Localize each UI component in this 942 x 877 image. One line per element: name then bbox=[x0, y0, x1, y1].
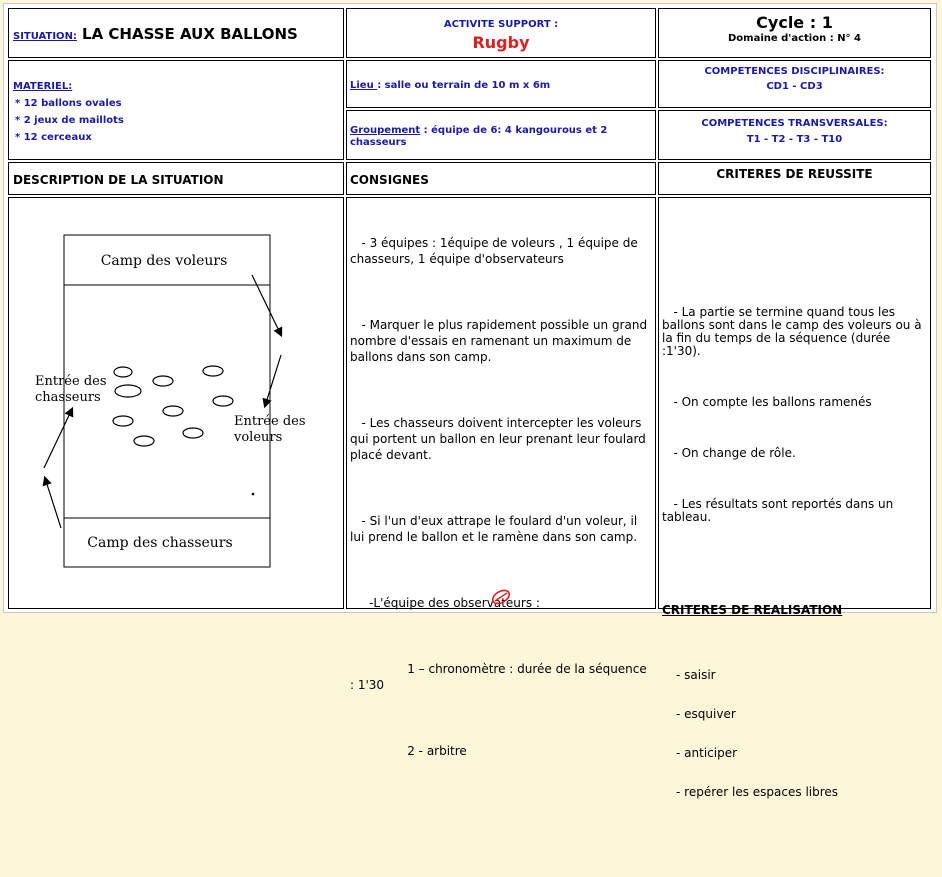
competences-disc-cell bbox=[658, 60, 931, 108]
consigne-item: - 3 équipes : 1équipe de voleurs , 1 équipe de chasseurs, 1 équipe d'observateurs bbox=[350, 236, 642, 266]
materiel-item: * 12 ballons ovales bbox=[15, 98, 122, 109]
situation-cell bbox=[8, 8, 344, 58]
ball-icon bbox=[114, 367, 132, 377]
arrow-icon bbox=[252, 275, 281, 335]
situation-title: LA CHASSE AUX BALLONS bbox=[82, 25, 298, 43]
critere-realisation-item: - repérer les espaces libres bbox=[676, 785, 839, 799]
groupement-label: Groupement bbox=[350, 125, 421, 136]
ball-icon bbox=[153, 376, 173, 386]
criteres-cell bbox=[658, 197, 931, 799]
ball-icon bbox=[213, 396, 233, 406]
ball-icon bbox=[163, 406, 183, 416]
consignes-header: CONSIGNES bbox=[350, 173, 429, 187]
diagram-cell bbox=[8, 197, 344, 609]
balls bbox=[113, 366, 233, 446]
camp-voleurs-label: Camp des voleurs bbox=[100, 253, 228, 269]
consigne-item: - Les chasseurs doivent intercepter les voleurs qui portent un ballon en leur prenant leur foulard placé devant. bbox=[350, 416, 650, 462]
critere-realisation-item: - saisir bbox=[676, 668, 716, 682]
criteres-header-cell bbox=[658, 162, 931, 195]
camp-chasseurs-label: Camp des chasseurs bbox=[87, 535, 233, 551]
competences-trans-label: COMPETENCES TRANSVERSALES: bbox=[701, 118, 888, 129]
critere-realisation-item: - esquiver bbox=[676, 707, 736, 721]
consigne-item: 1 – chronomètre : durée de la séquence : 1'30 bbox=[350, 662, 651, 692]
criteres-header: CRITERES DE REUSSITE bbox=[716, 167, 873, 181]
materiel-label: MATERIEL: bbox=[13, 81, 73, 92]
competences-trans-cell bbox=[658, 110, 931, 160]
lieu-label: Lieu bbox=[350, 80, 378, 91]
description-header-cell bbox=[8, 162, 344, 195]
entree-chasseurs-label-1: Entrée des bbox=[35, 374, 107, 389]
materiel-item: * 2 jeux de maillots bbox=[15, 115, 124, 126]
activite-label: ACTIVITE SUPPORT : bbox=[443, 19, 559, 30]
ball-icon bbox=[115, 385, 141, 397]
activite-cell bbox=[346, 8, 656, 58]
consigne-item: -L'équipe des observateurs : bbox=[350, 596, 540, 610]
entree-chasseurs-label-2: chasseurs bbox=[35, 390, 101, 405]
critere-realisation-item: - anticiper bbox=[676, 746, 738, 760]
description-header: DESCRIPTION DE LA SITUATION bbox=[13, 173, 224, 187]
entree-voleurs-label-1: Entrée des bbox=[234, 414, 306, 429]
arrow-icon bbox=[265, 355, 281, 406]
rugby-ball-icon bbox=[490, 589, 512, 605]
competences-trans-value: T1 - T2 - T3 - T10 bbox=[746, 134, 843, 145]
critere-reussite-item: - La partie se termine quand tous les ballons sont dans le camp des voleurs ou à la fin du temps de la séquence (durée :1'30). bbox=[662, 305, 926, 358]
arrow-icon bbox=[45, 478, 61, 528]
activite-value: Rugby bbox=[472, 33, 530, 52]
lieu-cell bbox=[346, 60, 656, 108]
critere-reussite-item: - On change de rôle. bbox=[662, 446, 796, 460]
ball-icon bbox=[203, 366, 223, 376]
lieu-value: : salle ou terrain de 10 m x 6m bbox=[377, 80, 551, 91]
cycle-title: Cycle : 1 bbox=[756, 13, 833, 32]
cycle-cell bbox=[658, 8, 931, 58]
critere-reussite-item: - On compte les ballons ramenés bbox=[662, 395, 872, 409]
consignes-header-cell bbox=[346, 162, 656, 195]
domaine-action: Domaine d'action : N° 4 bbox=[727, 33, 861, 44]
arrow-icon bbox=[44, 409, 72, 468]
ball-icon bbox=[113, 416, 133, 426]
groupement-cell bbox=[346, 110, 656, 160]
ball-icon bbox=[183, 428, 203, 438]
consignes-cell bbox=[346, 197, 656, 758]
field-diagram bbox=[9, 198, 345, 610]
competences-disc-label: COMPETENCES DISCIPLINAIRES: bbox=[704, 66, 885, 77]
consigne-item: 2 - arbitre bbox=[350, 744, 467, 758]
materiel-cell bbox=[8, 60, 344, 160]
critere-reussite-item: - Les résultats sont reportés dans un tableau. bbox=[662, 497, 898, 524]
ball-icon bbox=[134, 436, 154, 446]
competences-disc-value: CD1 - CD3 bbox=[766, 81, 823, 92]
situation-label: SITUATION: bbox=[13, 31, 77, 42]
criteres-realisation-title: CRITERES DE REALISATION bbox=[662, 603, 843, 617]
consigne-item: - Marquer le plus rapidement possible un grand nombre d'essais en ramenant un maximum de ballons dans son camp. bbox=[350, 318, 651, 364]
entree-voleurs-label-2: voleurs bbox=[234, 430, 283, 445]
materiel-item: * 12 cerceaux bbox=[15, 132, 92, 143]
groupement-value: : équipe de 6: 4 kangourous et 2 chasseurs bbox=[350, 125, 608, 148]
consigne-item: - Si l'un d'eux attrape le foulard d'un voleur, il lui prend le ballon et le ramène dans son camp. bbox=[350, 514, 642, 544]
